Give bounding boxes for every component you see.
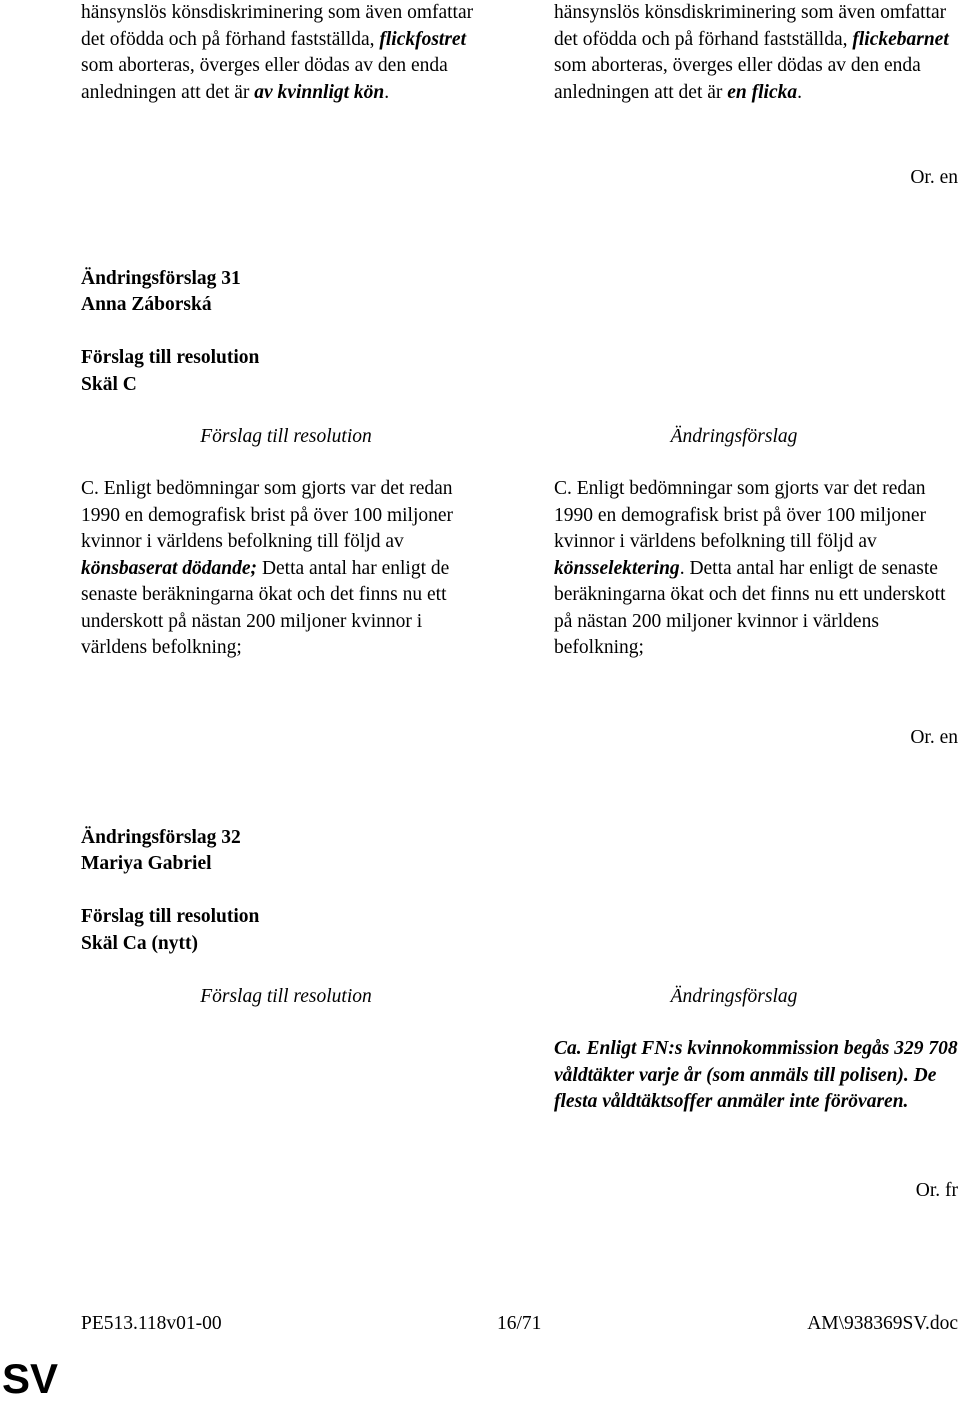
amended-text: Ca. Enligt FN:s kvinnokommission begås 329 708 våldtäkter varje år (som anmäls till polisen). De flesta våldtäktsoffer anmäler inte förövaren. bbox=[554, 1038, 958, 1112]
document-type: Förslag till resolution bbox=[81, 347, 260, 368]
amendment-number: Ändringsförslag 32 bbox=[81, 827, 241, 848]
amendment-author: Mariya Gabriel bbox=[81, 853, 212, 874]
top-right-text: hänsynslös könsdiskriminering som även omfattar det ofödda och på förhand fastställda, flickebarnet som aborteras, överges eller dödas av den enda anledningen att det är en flicka. bbox=[554, 2, 949, 103]
top-left-text: hänsynslös könsdiskriminering som även omfattar det ofödda och på förhand fastställda, flickfostret som aborteras, överges eller dödas av den enda anledningen att det är av kvinnligt kön. bbox=[81, 2, 474, 103]
footer-reference: PE513.118v01-00 bbox=[81, 1313, 222, 1334]
footer-document-id: AM\938369SV.doc bbox=[807, 1313, 958, 1334]
recital-reference: Skäl C bbox=[81, 374, 137, 395]
amended-text: C. Enligt bedömningar som gjorts var det redan 1990 en demografisk brist på över 100 miljoner kvinnor i världens befolkning till följd av könsselektering. Detta antal har enligt de senaste beräkningarna ökat och det finns nu ett underskott på nästan 200 miljoner kvinnor i världens befolkning; bbox=[554, 478, 946, 658]
footer-page-number: 16/71 bbox=[497, 1313, 542, 1334]
column-heading-amendment: Ändringsförslag bbox=[670, 986, 798, 1007]
amendment-author: Anna Záborská bbox=[81, 294, 212, 315]
recital-reference: Skäl Ca (nytt) bbox=[81, 933, 199, 954]
original-language-note: Or. en bbox=[910, 727, 958, 748]
language-code: SV bbox=[2, 1355, 59, 1402]
column-heading-original: Förslag till resolution bbox=[200, 986, 372, 1007]
original-language-note: Or. fr bbox=[915, 1180, 958, 1201]
column-heading-original: Förslag till resolution bbox=[200, 426, 372, 447]
original-language-note: Or. en bbox=[910, 167, 958, 188]
original-text: C. Enligt bedömningar som gjorts var det redan 1990 en demografisk brist på över 100 miljoner kvinnor i världens befolkning till följd av könsbaserat dödande; Detta antal har enligt de senaste beräkningarna ökat och det finns nu ett underskott på nästan 200 miljoner kvinnor i världens befolkning; bbox=[81, 478, 454, 658]
amendment-number: Ändringsförslag 31 bbox=[81, 268, 241, 289]
column-heading-amendment: Ändringsförslag bbox=[670, 426, 798, 447]
document-type: Förslag till resolution bbox=[81, 906, 260, 927]
